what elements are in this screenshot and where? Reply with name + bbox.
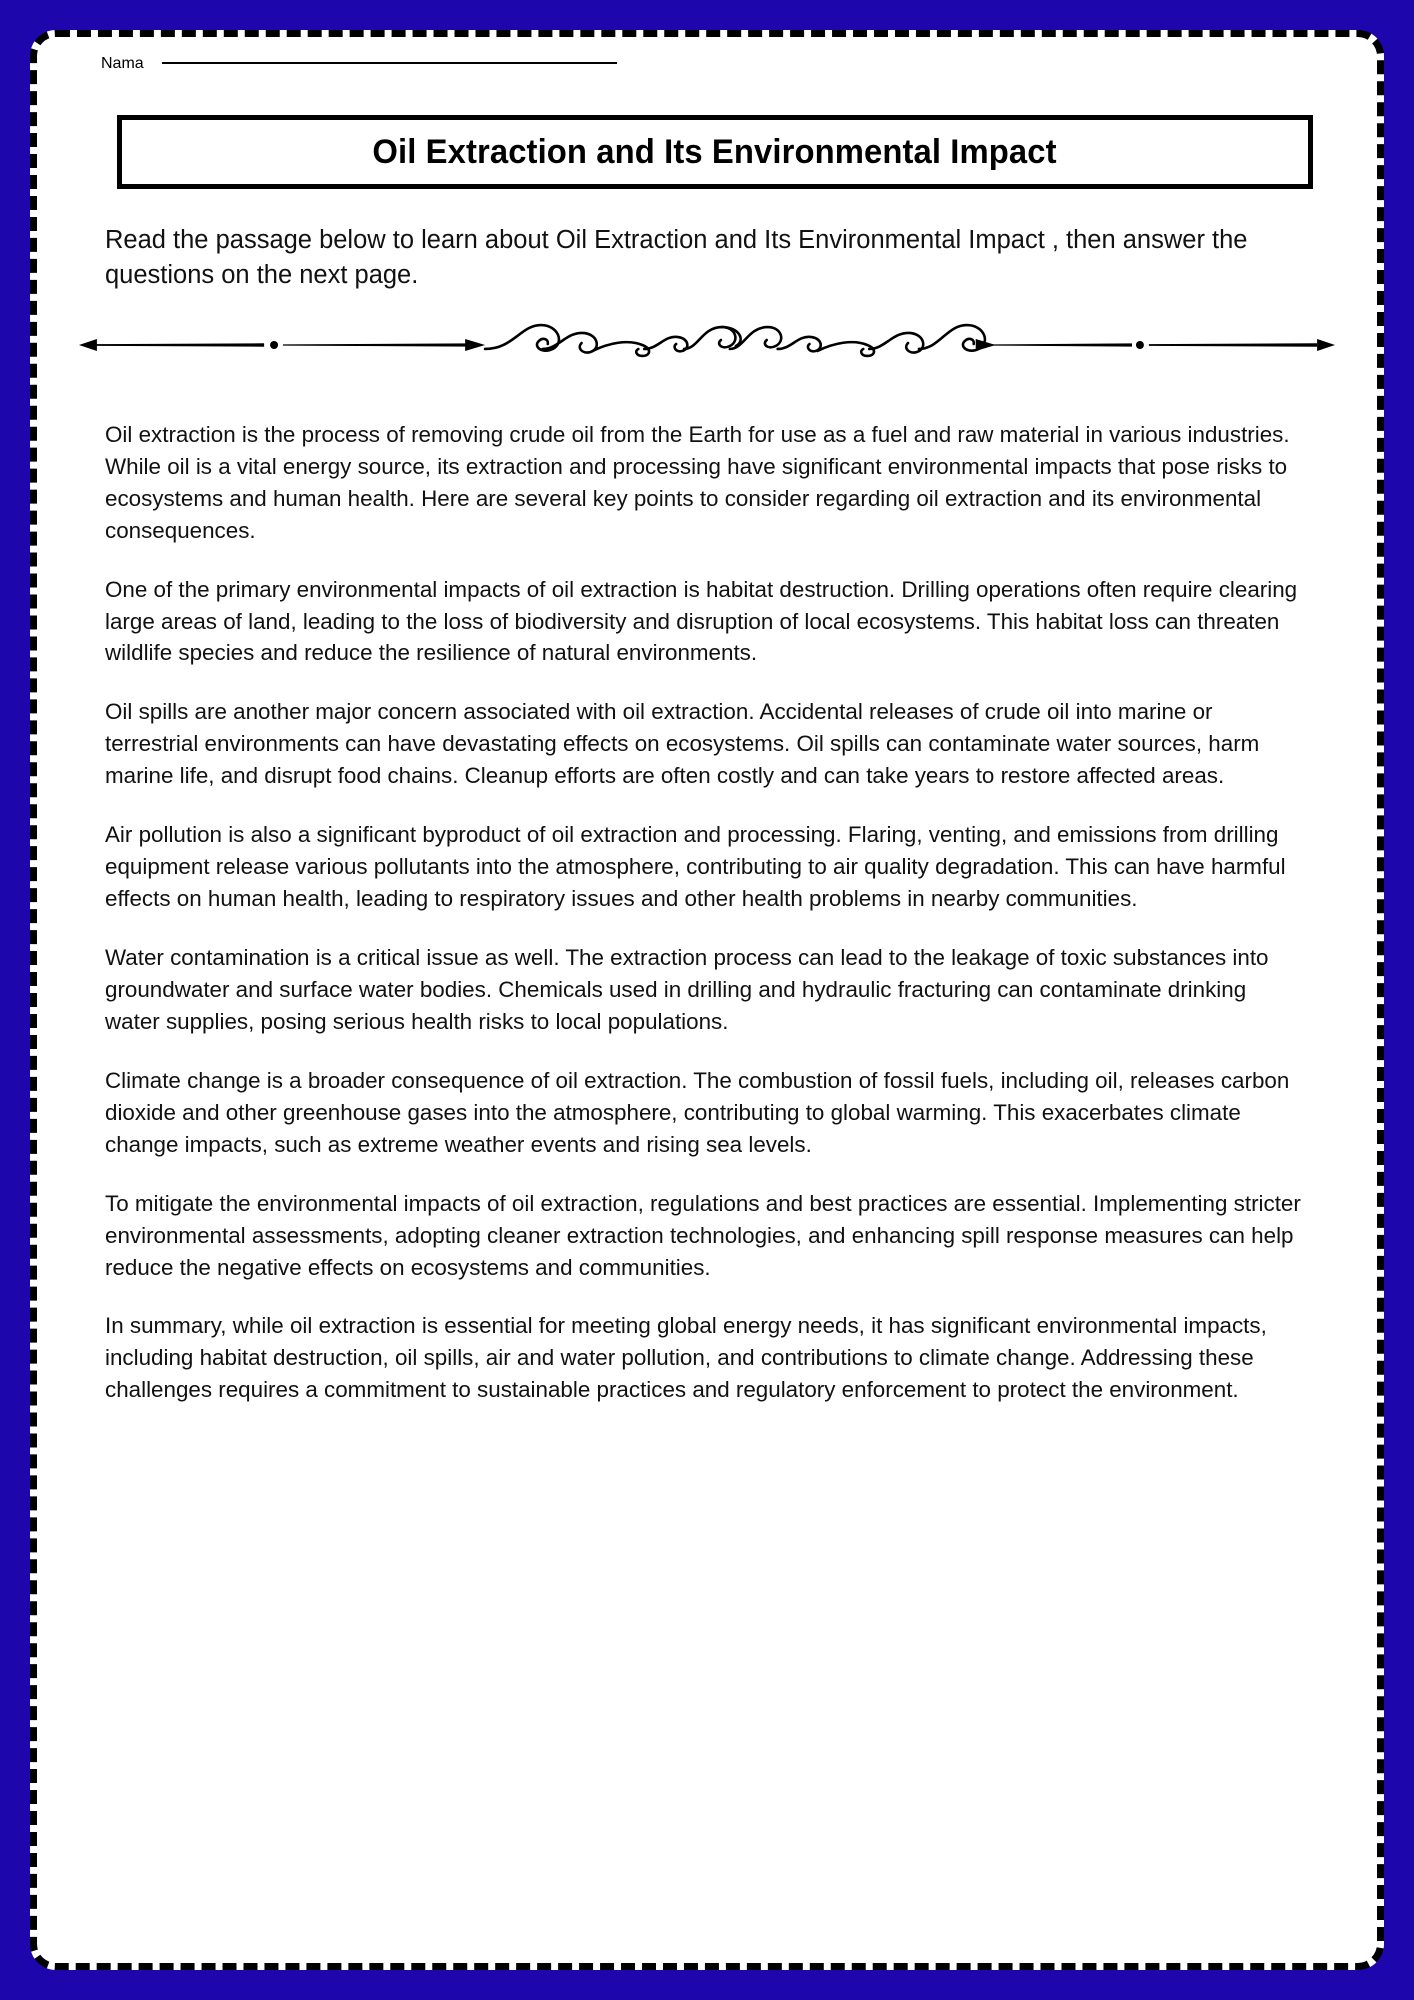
flourish-ornament-divider — [75, 319, 1339, 371]
passage-paragraph: Oil extraction is the process of removing crude oil from the Earth for use as a fuel and raw material in various industries. While oil is a vital energy source, its extraction and processing have significant environmental impacts that pose risks to ecosystems and human health. Here are several key points to consider regarding oil extraction and its environmental consequences. — [105, 421, 1290, 543]
passage-paragraph: One of the primary environmental impacts of oil extraction is habitat destruction. Drilling operations often require clearing large areas of land, leading to the loss of biodiversity and disruption of local ecosystems. This habitat loss can threaten wildlife species and reduce the resilience of natural environments. — [105, 576, 1298, 666]
name-input-line[interactable] — [162, 62, 617, 64]
name-row — [75, 55, 1339, 103]
passage-body — [105, 419, 1309, 1406]
passage-paragraph: Air pollution is also a significant byproduct of oil extraction and processing. Flaring, venting, and emissions from drilling equipment release various pollutants into the atmosphere, contributing to air quality degradation. This can have harmful effects on human health, leading to respiratory issues and other health problems in nearby communities. — [105, 822, 1286, 912]
passage-paragraph: Climate change is a broader consequence of oil extraction. The combustion of fossil fuels, including oil, releases carbon dioxide and other greenhouse gases into the atmosphere, contributing to global warming. This exacerbates climate change impacts, such as extreme weather events and rising sea levels. — [105, 1067, 1290, 1157]
passage-paragraph: To mitigate the environmental impacts of oil extraction, regulations and best practices are essential. Implementing stricter environmental assessments, adopting cleaner extraction technologies, and enhancing spill response measures can help reduce the negative effects on ecosystems and communities. — [105, 1190, 1301, 1280]
passage-paragraph: Water contamination is a critical issue as well. The extraction process can lead to the leakage of toxic substances into groundwater and surface water bodies. Chemicals used in drilling and hydraulic fracturing can contaminate drinking water supplies, posing serious health risks to local populations. — [105, 945, 1269, 1034]
worksheet-content — [37, 37, 1377, 1963]
worksheet-card — [30, 30, 1384, 1970]
page-title: Oil Extraction and Its Environmental Impact — [372, 132, 1058, 171]
instructions-text: Read the passage below to learn about Oil Extraction and Its Environmental Impact , then answer the questions on the next page. — [105, 226, 1248, 289]
passage-paragraph: In summary, while oil extraction is essential for meeting global energy needs, it has significant environmental impacts, including habitat destruction, oil spills, air and water pollution, and contributions to climate change. Addressing these challenges requires a commitment to sustainable practices and regulatory enforcement to protect the environment. — [105, 1313, 1267, 1403]
name-label: Nama — [101, 55, 144, 72]
passage-paragraph: Oil spills are another major concern associated with oil extraction. Accidental releases of crude oil into marine or terrestrial environments can have devastating effects on ecosystems. Oil spills can contaminate water sources, harm marine life, and disrupt food chains. Cleanup efforts are often costly and can take years to restore affected areas. — [105, 699, 1260, 789]
title-box — [117, 115, 1313, 189]
